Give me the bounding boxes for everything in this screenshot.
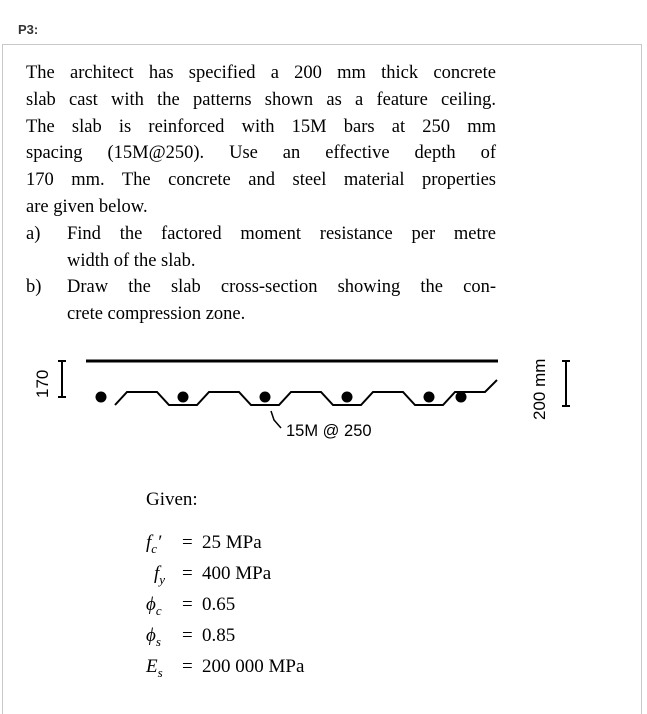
equals-sign: = [182,594,193,615]
part-b [26,274,496,328]
given-symbol: $f_c'$ [146,532,162,556]
given-symbol: $\phi_s$ [146,625,161,649]
statement-line: slab cast with the patterns shown as a feature ceiling. [26,89,496,110]
part-a-label: a) [26,223,41,244]
part-a [26,221,496,275]
equals-sign: = [182,656,193,677]
problem-statement [26,60,496,328]
given-value: 400 MPa [202,563,272,584]
given-value: 200 000 MPa [202,656,305,677]
slab-cross-section-diagram [0,340,647,450]
equals-sign: = [182,563,193,584]
given-title: Given: [146,489,198,510]
problem-label: P3: [18,22,39,37]
part-a-line: Find the factored moment resistance per metre [67,223,496,244]
given-symbol: $f_y$ [154,563,166,587]
statement-line: The slab is reinforced with 15M bars at 250 mm [26,116,496,137]
rebar-dot [96,392,107,403]
part-a-line: width of the slab. [67,250,196,271]
rebar-dot [178,392,189,403]
given-value: 25 MPa [202,532,262,553]
equals-sign: = [182,625,193,646]
part-b-label: b) [26,277,42,298]
given-value: 0.85 [202,625,236,646]
part-b-line: Draw the slab cross-section showing the con- [67,277,496,298]
statement-line: 170 mm. The concrete and steel material properties [26,170,496,191]
given-symbol: $\phi_c$ [146,594,162,618]
bar-callout: 15M @ 250 [286,422,372,440]
rebar-dot [342,392,353,403]
rebar-dot [260,392,271,403]
equals-sign: = [182,532,193,553]
given-symbol: $E_s$ [146,656,163,680]
statement-line: spacing (15M@250). Use an effective depth of [26,143,496,164]
statement-line: The architect has specified a 200 mm thick concrete [26,63,496,83]
left-dimension-label: 170 [33,369,52,398]
rebar-dot [456,392,467,403]
slab-soffit-pattern [115,380,497,405]
callout-leader [271,411,281,428]
given-value: 0.65 [202,594,236,615]
rebar-dot [424,392,435,403]
part-b-line: crete compression zone. [67,304,246,325]
statement-line: are given below. [26,196,148,217]
right-dimension-label: 200 mm [530,358,549,420]
